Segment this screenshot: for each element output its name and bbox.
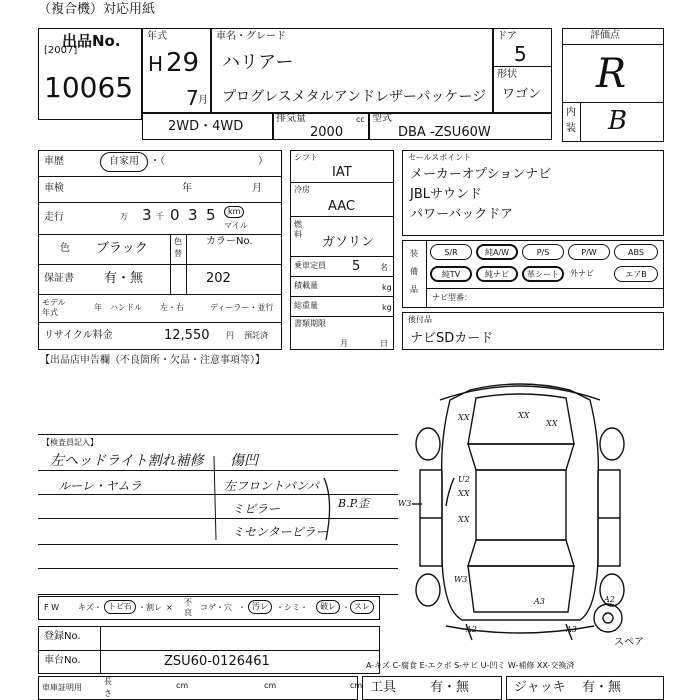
garage-long: 長 bbox=[104, 677, 112, 686]
mileage-km: km bbox=[224, 206, 244, 218]
history-value: 自家用 bbox=[100, 152, 148, 172]
fw-item-3: 汚レ bbox=[248, 600, 272, 614]
era: H bbox=[148, 52, 164, 76]
capacity-unit: 名 bbox=[380, 263, 388, 272]
year-label: 年式 bbox=[147, 31, 167, 42]
door-label: ドア bbox=[497, 31, 517, 42]
inspection-year: 年 bbox=[182, 183, 192, 194]
handle-label: ハンドル bbox=[110, 303, 142, 312]
inspector-note-7: B.P.歪 bbox=[338, 497, 370, 510]
equip-navi: 純ナビ bbox=[476, 266, 518, 282]
warranty-value: 有・無 bbox=[104, 271, 144, 286]
fw-item-6: ・ bbox=[342, 603, 350, 612]
vehicle-name: ハリアー bbox=[222, 52, 294, 73]
name-label: 車名・グレード bbox=[216, 31, 286, 42]
fw-item-1: コゲ・穴 bbox=[200, 603, 232, 612]
book-day: 日 bbox=[380, 339, 388, 348]
capacity-value: 5 bbox=[352, 259, 361, 274]
history-dot: ・（ bbox=[150, 156, 165, 167]
garage-sa: さ bbox=[104, 689, 112, 698]
model-value: DBA -ZSU60W bbox=[398, 125, 491, 140]
mileage-digit-2: 0 bbox=[170, 206, 180, 224]
damage-mark-10: A3 bbox=[566, 625, 577, 634]
mileage-sen: 千 bbox=[156, 212, 164, 221]
damage-legend: A-キズ C-腐食 E-エクボ S-サビ U-凹ミ W-補修 XX-交換済 bbox=[366, 661, 575, 670]
navi-model-label: ナビ型番： bbox=[432, 293, 472, 302]
chassis-value: ZSU60-0126461 bbox=[164, 654, 270, 669]
year-tag: [2007] bbox=[44, 45, 78, 56]
registration-label: 登録No. bbox=[44, 631, 81, 642]
lot-number: 10065 bbox=[44, 71, 134, 104]
handle-value: 左・右 bbox=[160, 303, 184, 312]
color-change-1: 色 bbox=[174, 237, 182, 246]
bottom-row bbox=[38, 676, 358, 700]
sales-point-1: メーカーオプションナビ bbox=[410, 167, 552, 182]
equip-power-window: P/W bbox=[568, 244, 610, 260]
garage-cm-2: cm bbox=[264, 681, 277, 690]
equip-power-steering: P/S bbox=[522, 244, 564, 260]
book-label: 書類期限 bbox=[294, 319, 326, 328]
inspector-note-6: ミセンターピラー bbox=[232, 525, 328, 539]
month-unit: 月 bbox=[198, 95, 208, 106]
inspector-note-4: 左フロントバンパ bbox=[224, 479, 319, 493]
shift-value: IAT bbox=[332, 165, 352, 180]
mileage-mile: マイル bbox=[224, 221, 248, 230]
color-code-value: 202 bbox=[206, 271, 231, 286]
garage-label: 車庫証明用 bbox=[42, 683, 82, 692]
history-label: 車歴 bbox=[44, 156, 64, 167]
equip-l3: 品 bbox=[410, 285, 418, 294]
damage-mark-12: A3 bbox=[534, 597, 545, 606]
color-code-label: カラーNo. bbox=[206, 236, 253, 247]
recycle-value: 12,550 bbox=[164, 328, 210, 343]
shape-label: 形状 bbox=[497, 69, 517, 80]
interior-label-1: 内 bbox=[566, 107, 576, 118]
inspector-note-1: 左ヘッドライト割れ補修 bbox=[50, 453, 204, 469]
equip-airbag: エアB bbox=[614, 266, 658, 282]
fw-item-2: ・ bbox=[238, 603, 246, 612]
color-value: ブラック bbox=[96, 241, 148, 256]
mileage-digit-1: 3 bbox=[142, 206, 152, 224]
model-year-l1: モデル bbox=[42, 298, 66, 307]
fw-item-4: ・シミ・ bbox=[276, 603, 308, 612]
damage-mark-1: XX bbox=[458, 413, 470, 422]
inspector-label: 【検査員記入】 bbox=[42, 438, 98, 447]
sales-point-2: JBLサウンド bbox=[410, 187, 482, 202]
mileage-digit-3: 3 bbox=[188, 206, 198, 224]
score-value: R bbox=[596, 51, 627, 97]
fw-hyou-2: 良 bbox=[184, 608, 192, 617]
fw-item-5: 破レ bbox=[316, 600, 340, 614]
equip-l2: 備 bbox=[410, 267, 418, 276]
equip-ext-navi: 外ナビ bbox=[570, 269, 594, 278]
dealer-value: ディーラー・並行 bbox=[210, 303, 274, 312]
mileage-digit-4: 5 bbox=[206, 206, 216, 224]
lot-label: 出品No. bbox=[62, 32, 121, 50]
drive-value: 2WD・4WD bbox=[168, 119, 244, 134]
capacity-label: 乗車定員 bbox=[294, 261, 326, 270]
load-label: 積載量 bbox=[294, 281, 318, 290]
spare-label: スペア bbox=[614, 637, 644, 648]
damage-mark-2: XX bbox=[518, 411, 530, 420]
fw-x: × bbox=[166, 603, 173, 612]
displacement-value: 2000 bbox=[310, 125, 344, 140]
fw-item-7: スレ bbox=[350, 600, 374, 614]
left-info-box bbox=[38, 150, 282, 350]
shift-label: シフト bbox=[294, 153, 318, 162]
ac-value: AAC bbox=[328, 199, 355, 214]
aftermarket-label: 後付品 bbox=[408, 315, 432, 324]
recycle-unit: 円 bbox=[226, 331, 234, 340]
ac-label: 冷房 bbox=[294, 185, 310, 194]
jack-value: 有・無 bbox=[582, 680, 622, 695]
garage-cm-3: cm bbox=[350, 681, 363, 690]
model-label: 型式 bbox=[372, 113, 392, 124]
damage-mark-4: U2 bbox=[458, 475, 470, 484]
sales-point-3: パワーバックドア bbox=[410, 207, 513, 222]
sales-label: セールスポイント bbox=[408, 153, 472, 162]
tools-label: 工具 bbox=[370, 680, 397, 695]
vehicle-grade: プログレスメタルアンドレザーパッケージ bbox=[222, 89, 487, 105]
model-year-year: 年 bbox=[94, 303, 102, 312]
displacement-label: 排気量 bbox=[276, 113, 306, 124]
damage-mark-6: XX bbox=[458, 515, 470, 524]
inspector-note-3: 傷凹 bbox=[230, 453, 258, 469]
equip-l1: 装 bbox=[410, 249, 418, 258]
fuel-l1: 燃 bbox=[294, 220, 302, 229]
recycle-label: リサイクル料金 bbox=[44, 330, 113, 341]
garage-cm-1: cm bbox=[176, 681, 189, 690]
chassis-label: 車台No. bbox=[44, 655, 81, 666]
interior-label-2: 装 bbox=[566, 123, 576, 134]
fw-label: F W bbox=[44, 603, 60, 612]
inspector-note-5: ミピラー bbox=[232, 502, 281, 516]
equip-abs: ABS bbox=[614, 244, 658, 260]
book-month: 月 bbox=[340, 339, 348, 348]
jack-label: ジャッキ bbox=[514, 680, 566, 695]
damage-mark-11: A2 bbox=[604, 595, 615, 604]
damage-mark-7: W3 bbox=[398, 499, 412, 508]
damage-mark-5: XX bbox=[458, 489, 470, 498]
damage-mark-3: XX bbox=[546, 419, 558, 428]
inspector-note-2: ルーレ・ヤムラ bbox=[58, 479, 142, 493]
fw-kizu: キズ・ bbox=[78, 603, 102, 612]
aftermarket-value: ナビSDカード bbox=[410, 331, 494, 346]
color-change-2: 替 bbox=[174, 249, 182, 258]
inspection-label: 車検 bbox=[44, 183, 64, 194]
cc-unit: cc bbox=[356, 115, 365, 124]
history-close: ） bbox=[258, 156, 268, 167]
gross-unit: kg bbox=[382, 303, 392, 312]
damage-mark-9: A2 bbox=[466, 625, 477, 634]
fw-ware: ・割レ bbox=[138, 603, 162, 612]
mileage-man: 万 bbox=[120, 212, 128, 221]
equip-sunroof: S/R bbox=[430, 244, 472, 260]
color-label: 色 bbox=[60, 243, 70, 254]
equip-tv: 純TV bbox=[430, 266, 472, 282]
load-unit: kg bbox=[382, 283, 392, 292]
dealer-notes-label: 【出品店申告欄（不良箇所・欠品・注意事項等）】 bbox=[40, 355, 265, 366]
door-value: 5 bbox=[514, 42, 527, 66]
month-value: 7 bbox=[186, 86, 199, 110]
recycle-note: 預託済 bbox=[244, 331, 268, 340]
damage-mark-8: W3 bbox=[454, 575, 468, 584]
shape-value: ワゴン bbox=[502, 87, 542, 102]
score-label: 評価点 bbox=[590, 30, 620, 41]
fuel-value: ガソリン bbox=[322, 235, 375, 250]
fuel-l2: 料 bbox=[294, 230, 302, 239]
fw-hyou-1: 不 bbox=[184, 598, 192, 607]
tools-value: 有・無 bbox=[430, 680, 470, 695]
inspection-month: 月 bbox=[252, 183, 262, 194]
warranty-label: 保証書 bbox=[44, 273, 74, 284]
model-year-l2: 年式 bbox=[42, 308, 58, 317]
year-value: 29 bbox=[166, 48, 200, 78]
equip-leather: 革シート bbox=[522, 266, 564, 282]
fw-tobi: トビ石 bbox=[104, 600, 136, 614]
form-title: （複合機）対応用紙 bbox=[38, 2, 156, 17]
mileage-label: 走行 bbox=[44, 212, 64, 223]
interior-value: B bbox=[608, 106, 628, 136]
equip-alloy-wheel: 純A/W bbox=[476, 244, 518, 260]
gross-label: 総重量 bbox=[294, 301, 318, 310]
